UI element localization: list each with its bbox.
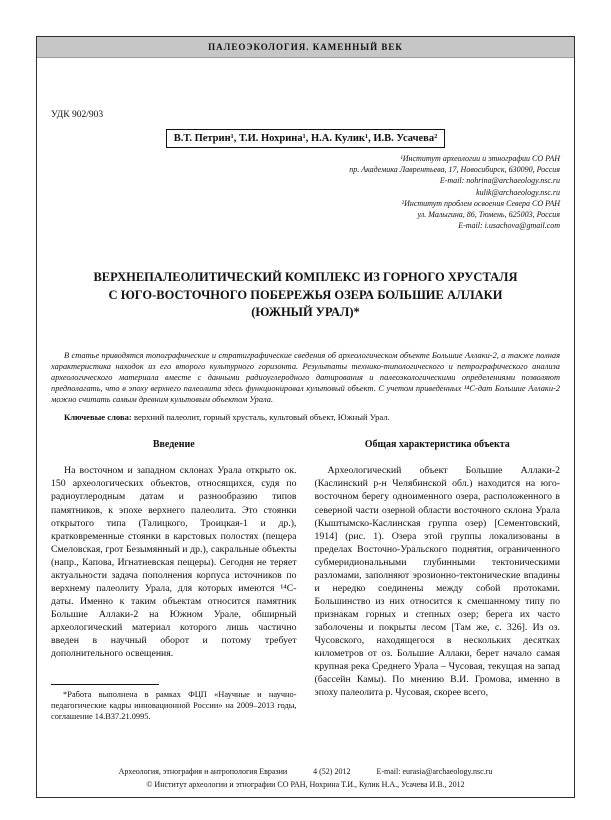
affiliation-email: E-mail: nohrina@archaeology.nsc.ru	[439, 176, 560, 186]
left-column	[51, 439, 297, 722]
two-column-body	[51, 439, 560, 722]
paper-title-line: (ЮЖНЫЙ УРАЛ)*	[251, 305, 360, 320]
section-heading-introduction: Введение	[152, 439, 195, 451]
rubric-header: ПАЛЕОЭКОЛОГИЯ. КАМЕННЫЙ ВЕК	[37, 37, 574, 58]
characteristics-paragraph: Археологический объект Большие Аллаки-2 (Каслинский р-н Челябинской обл.) находится на юго-восточном берегу одноименного озера, расположенного в северной части озерной области восточного склона Урала (Кыштымско-Каслинская группа озер) [Сементовский, 1914] (рис. 1). Озера этой группы локализованы в пределах Восточно-Уральского поднятия, ограниченного субмеридиональными глубинными тектоническими разломами, заполняют эрозионно-тектонические впадины и нередко соединены между собой протоками. Большинство из них относится к смешанному типу по признакам горных и степных озер; берега их часто заболочены и покрыты лесом [Там же, с. 326]. Из оз. Чусовского, находящегося в нескольких десятках километров от оз. Большие Аллаки, берет начало самая крупная река Среднего Урала – Чусовая, текущая на запад (бассейн Камы). По мнению В.И. Громова, именно в эпоху палеолита р. Чусовая, скорее всего,	[314, 465, 560, 698]
footnote-rule	[51, 684, 159, 685]
keywords-label: Ключевые слова:	[64, 412, 132, 423]
paper-title-line: ВЕРХНЕПАЛЕОЛИТИЧЕСКИЙ КОМПЛЕКС ИЗ ГОРНОГО ХРУСТАЛЯ	[93, 270, 518, 285]
udc-label: УДК 902/903	[51, 110, 104, 120]
page-border	[36, 36, 575, 798]
footer-journal-title: Археология, этнография и антропология Евразии	[118, 767, 288, 777]
affiliation-email: E-mail: i.usachova@gmail.com	[458, 221, 560, 231]
affiliation-email: kulik@archaeology.nsc.ru	[476, 187, 560, 197]
affiliation-line: пр. Академика Лаврентьева, 17, Новосибирск, 630090, Россия	[349, 165, 560, 175]
footnote-text: *Работа выполнена в рамках ФЦП «Научные и научно-педагогические кадры инновационной России» на 2009–2013 годы, соглашение 14.B37.21.0995.	[51, 689, 297, 721]
page-content	[37, 58, 574, 764]
footnote-block	[51, 684, 297, 722]
affiliation-line: ²Институт проблем освоения Севера СО РАН	[401, 198, 560, 208]
footer-issue: 4 (52) 2012	[313, 767, 351, 777]
paper-title	[51, 269, 560, 322]
keywords-text: верхний палеолит, горный хрусталь, культовый объект, Южный Урал.	[133, 412, 390, 423]
authors-row	[51, 128, 560, 148]
keywords-line	[51, 412, 560, 423]
affiliations-block	[51, 153, 560, 231]
abstract-text: В статье приводятся топографические и стратиграфические сведения об археологическом объекте Большие Аллаки-2, а также полная характеристика находок из его второго культурного горизонта. Результаты технико-типологического и петрографического анализа археологического материала вместе с данными радиоуглеродного датирования и палеоэкологическими определениями позволяют предполагать, что в эпоху верхнего палеолита здесь функционировал культовый объект. С учетом приведенных ¹⁴С-дат Большие Аллаки-2 можно считать самым древним культовым объектом Урала.	[51, 350, 560, 405]
section-heading-characteristics: Общая характеристика объекта	[364, 439, 510, 451]
right-column	[315, 439, 561, 722]
authors-box: В.Т. Петрин¹, Т.И. Нохрина¹, Н.А. Кулик¹, И.В. Усачева²	[166, 129, 446, 148]
footer-email: E-mail: eurasia@archaeology.nsc.ru	[376, 767, 493, 777]
paper-title-line: С ЮГО-ВОСТОЧНОГО ПОБЕРЕЖЬЯ ОЗЕРА БОЛЬШИЕ АЛЛАКИ	[108, 287, 503, 302]
page-footer	[37, 764, 574, 797]
affiliation-line: ул. Малыгина, 86, Тюмень, 625003, Россия	[417, 209, 560, 219]
affiliation-line: ¹Институт археологии и этнографии СО РАН	[400, 154, 560, 163]
introduction-paragraph: На восточном и западном склонах Урала открыто ок. 150 археологических объектов, относящихся, судя по радиоуглеродным датам и разнообразию типов памятников, к эпохе верхнего палеолита. Это стоянки открытого типа (Талицкого, Троицкая-1 и др.), кратковременные стоянки в карстовых полостях (пещера Смеловская, грот Безымянный и др.), сакральные объекты (напр., Капова, Игнатиевская пещеры). Сегодня не теряет актуальности задача пополнения корпуса источников по верхнему палеолиту Урала, для которых имеются ¹⁴С-даты. Именно к таким объектам относится памятник Большие Аллаки-2 на Южном Урале, обширный археологический материал которого лишь частично введен в научный оборот и потому требует дополнительного освещения.	[51, 465, 297, 659]
footer-copyright: © Институт археологии и этнографии СО РАН, Нохрина Т.И., Кулик Н.А., Усачева И.В., 2012	[146, 780, 465, 790]
footer-journal-line	[67, 767, 544, 778]
